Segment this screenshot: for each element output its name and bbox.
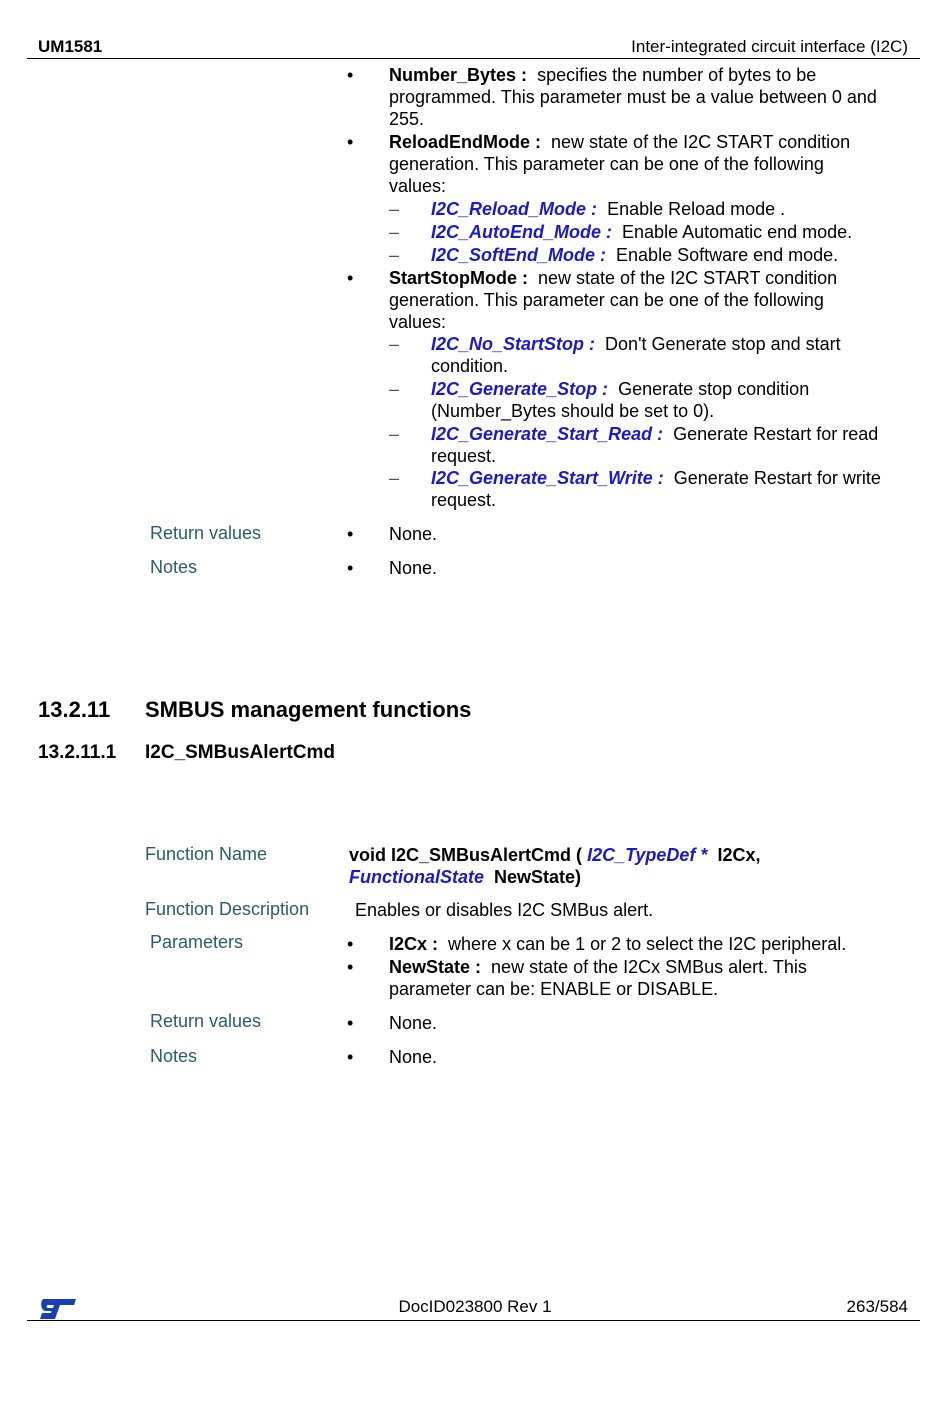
bullet-icon: •: [347, 558, 354, 578]
dash-icon: –: [389, 424, 400, 444]
bullet-icon: •: [347, 65, 354, 85]
option-desc: Enable Software end mode.: [616, 245, 839, 265]
param-desc: where x can be 1 or 2 to select the I2C peripheral.: [448, 934, 847, 954]
notes-value: None.: [389, 1047, 438, 1067]
notes-label: Notes: [150, 1046, 198, 1066]
option-desc: Enable Reload mode .: [607, 199, 786, 219]
option-item: [431, 221, 852, 243]
function-signature-line2: [349, 866, 581, 888]
bullet-icon: •: [347, 132, 354, 152]
return-values-value: None.: [389, 524, 438, 544]
notes-label: Notes: [150, 557, 198, 577]
type-link-functional-state[interactable]: FunctionalState: [349, 867, 485, 887]
param-name: StartStopMode :: [389, 268, 528, 288]
footer-page-number: 263/584: [846, 1297, 908, 1316]
section-title: SMBUS management functions: [145, 697, 472, 722]
option-item: [431, 423, 878, 445]
dash-icon: –: [389, 334, 400, 354]
header-section-title: Inter-integrated circuit interface (I2C): [631, 37, 908, 56]
function-description: Enables or disables I2C SMBus alert.: [355, 900, 654, 920]
option-link[interactable]: I2C_Reload_Mode :: [431, 199, 598, 219]
return-values-value: None.: [389, 1013, 438, 1033]
option-desc-line: (Number_Bytes should be set to 0).: [431, 401, 715, 421]
function-signature: [349, 844, 760, 866]
bullet-icon: •: [347, 934, 354, 954]
header-rule: [27, 58, 920, 59]
option-item: [431, 333, 841, 355]
param-desc-line: values:: [389, 312, 447, 332]
option-link[interactable]: I2C_No_StartStop :: [431, 334, 596, 354]
param-item: [389, 956, 807, 978]
option-link[interactable]: I2C_Generate_Stop :: [431, 379, 609, 399]
param-desc-line: values:: [389, 176, 447, 196]
subsection-heading: [38, 742, 335, 764]
option-item: [431, 378, 809, 400]
param-desc-line: parameter can be: ENABLE or DISABLE.: [389, 979, 719, 999]
footer-rule: [27, 1320, 920, 1321]
section-heading: [38, 697, 471, 723]
param-desc-line: generation. This parameter can be one of the following: [389, 154, 824, 174]
option-item: [431, 467, 881, 489]
param-desc-line: generation. This parameter can be one of the following: [389, 290, 824, 310]
param-desc-line: programmed. This parameter must be a value between 0 and: [389, 87, 877, 107]
option-link[interactable]: I2C_AutoEnd_Mode :: [431, 222, 613, 242]
subsection-number: 13.2.11.1: [38, 742, 117, 763]
param-number-bytes: [389, 64, 816, 86]
footer-doc-rev: DocID023800 Rev 1: [398, 1297, 552, 1316]
param-name: Number_Bytes :: [389, 65, 528, 85]
option-desc: Enable Automatic end mode.: [622, 222, 853, 242]
option-desc: Generate stop condition: [618, 379, 810, 399]
parameters-label: Parameters: [150, 932, 244, 952]
option-desc: Generate Restart for read: [673, 424, 879, 444]
sig-param: I2Cx,: [717, 845, 761, 865]
option-link[interactable]: I2C_SoftEnd_Mode :: [431, 245, 607, 265]
sig-param: NewState): [494, 867, 582, 887]
param-name: ReloadEndMode :: [389, 132, 541, 152]
option-item: [431, 244, 838, 266]
return-values-label: Return values: [150, 1011, 262, 1031]
bullet-icon: •: [347, 1013, 354, 1033]
option-desc-line: condition.: [431, 356, 509, 376]
section-number: 13.2.11: [38, 697, 111, 722]
dash-icon: –: [389, 222, 400, 242]
sig-prefix: void I2C_SMBusAlertCmd (: [349, 845, 583, 865]
bullet-icon: •: [347, 524, 354, 544]
bullet-icon: •: [347, 268, 354, 288]
param-desc: new state of the I2C START condition: [538, 268, 838, 288]
param-name: NewState :: [389, 957, 482, 977]
param-desc: new state of the I2Cx SMBus alert. This: [491, 957, 807, 977]
type-link-i2c-typedef[interactable]: I2C_TypeDef *: [587, 845, 708, 865]
dash-icon: –: [389, 245, 400, 265]
bullet-icon: •: [347, 957, 354, 977]
param-desc-line: 255.: [389, 109, 425, 129]
param-start-stop-mode: [389, 267, 837, 289]
option-desc-line: request.: [431, 446, 497, 466]
function-description-label: Function Description: [145, 899, 310, 919]
option-link[interactable]: I2C_Generate_Start_Write :: [431, 468, 664, 488]
param-reload-end-mode: [389, 131, 850, 153]
option-desc: Generate Restart for write: [673, 468, 881, 488]
function-name-label: Function Name: [145, 844, 268, 864]
param-desc: new state of the I2C START condition: [551, 132, 851, 152]
option-item: [431, 198, 785, 220]
option-desc: Don't Generate stop and start: [605, 334, 841, 354]
param-desc: specifies the number of bytes to be: [537, 65, 817, 85]
dash-icon: –: [389, 379, 400, 399]
param-item: [389, 933, 846, 955]
header-doc-id: UM1581: [38, 37, 103, 56]
bullet-icon: •: [347, 1047, 354, 1067]
option-link[interactable]: I2C_Generate_Start_Read :: [431, 424, 664, 444]
return-values-label: Return values: [150, 523, 262, 543]
subsection-title: I2C_SMBusAlertCmd: [145, 742, 336, 763]
dash-icon: –: [389, 199, 400, 219]
dash-icon: –: [389, 468, 400, 488]
notes-value: None.: [389, 558, 438, 578]
param-name: I2Cx :: [389, 934, 439, 954]
option-desc-line: request.: [431, 490, 497, 510]
